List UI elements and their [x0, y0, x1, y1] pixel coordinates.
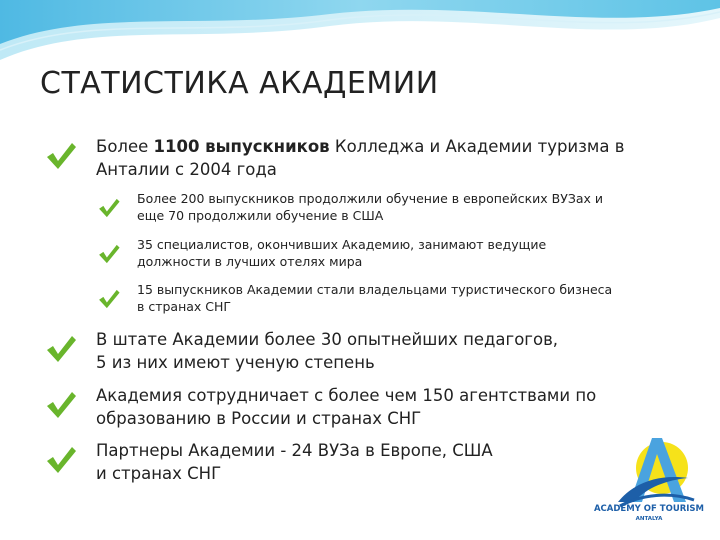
logo-subtitle: ANTALYA — [635, 516, 663, 522]
page-title: СТАТИСТИКА АКАДЕМИИ — [40, 66, 439, 101]
checkmark-icon — [44, 140, 78, 172]
stat-subitem-line1: 35 специалистов, окончивших Академию, занимают ведущие — [137, 237, 547, 252]
stat-item-line2: Анталии с 2004 года — [96, 160, 277, 179]
stat-subitem-line2: должности в лучших отелях мира — [137, 254, 363, 269]
stat-subitem-line2: в странах СНГ — [137, 299, 232, 314]
stat-item-line2: образованию в России и странах СНГ — [96, 409, 422, 428]
checkmark-icon — [97, 287, 121, 311]
stat-item-line2: 5 из них имеют ученую степень — [96, 353, 375, 372]
checkmark-icon — [97, 242, 121, 266]
stat-item-line1: Партнеры Академии - 24 ВУЗа в Европе, США — [96, 441, 493, 460]
checkmark-icon — [44, 389, 78, 421]
checkmark-icon — [97, 196, 121, 220]
stat-subitem-line2: еще 70 продолжили обучение в США — [137, 208, 384, 223]
stat-item-line2: и странах СНГ — [96, 464, 222, 483]
stat-item-line1: Более 1100 выпускников Колледжа и Академии туризма в — [96, 137, 625, 156]
stat-subitem-line1: 15 выпускников Академии стали владельцами туристического бизнеса — [137, 282, 613, 297]
checkmark-icon — [44, 333, 78, 365]
logo-name: ACADEMY OF TOURISM — [593, 504, 705, 514]
stat-item-line1: В штате Академии более 30 опытнейших педагогов, — [96, 330, 559, 349]
stat-subitem-line1: Более 200 выпускников продолжили обучение в европейских ВУЗах и — [137, 191, 604, 206]
stat-item-line1: Академия сотрудничает с более чем 150 агентствами по — [96, 386, 597, 405]
checkmark-icon — [44, 444, 78, 476]
